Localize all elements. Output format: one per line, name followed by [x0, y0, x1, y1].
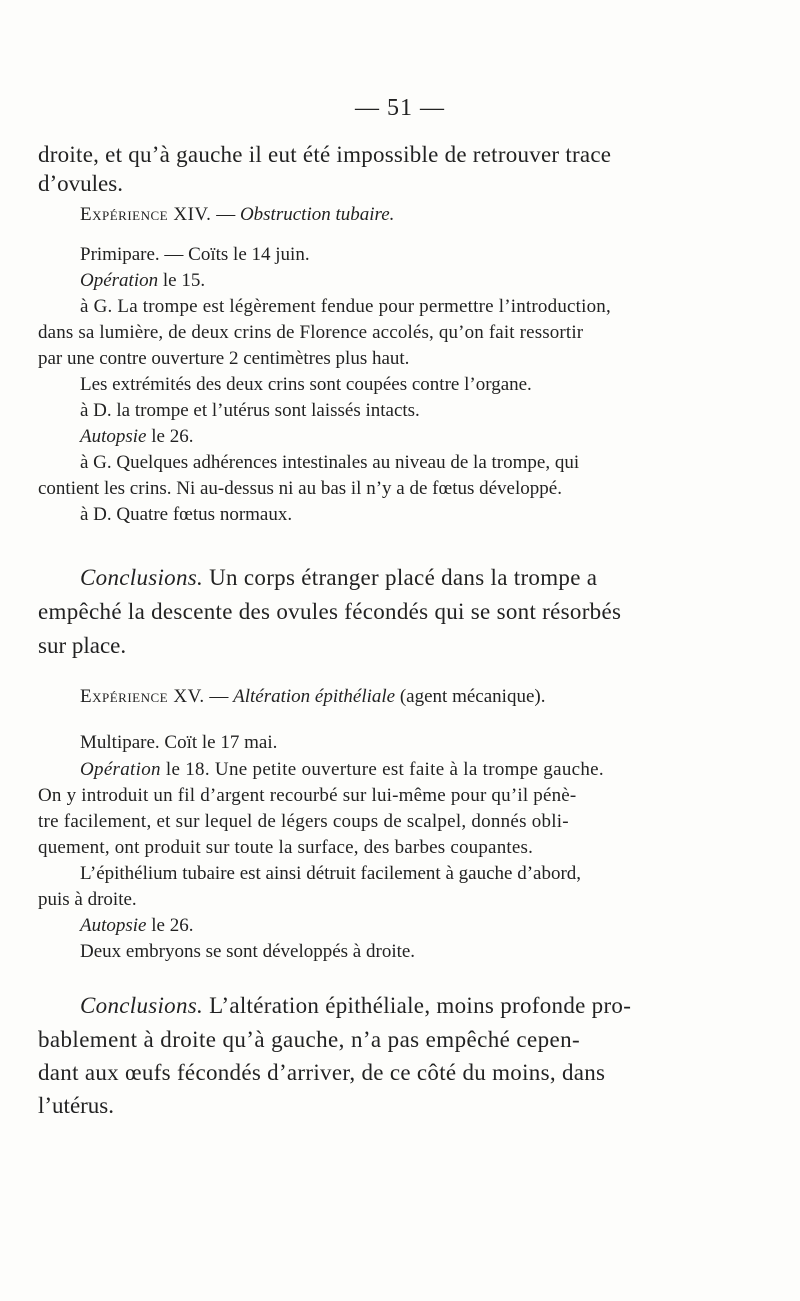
experience-15-title: Altération épithéliale — [233, 686, 396, 707]
intro-line-2: d’ovules. — [38, 171, 123, 196]
conclusions-15-label: Conclusions. — [80, 993, 204, 1018]
conclusions-14-line-3: sur place. — [38, 633, 127, 658]
page-number: — 51 — — [355, 95, 445, 121]
experience-15-line-9: Deux embryons se sont développés à droite. — [80, 941, 416, 962]
experience-14-line-10: contient les crins. Ni au-dessus ni au bas il n’y a de fœtus développé. — [38, 478, 562, 499]
experience-15-line-7: puis à droite. — [38, 889, 137, 910]
experience-14-line-11: à D. Quatre fœtus normaux. — [80, 504, 293, 525]
experience-14-line-8 — [80, 427, 193, 446]
experience-15-line-5: quement, ont produit sur toute la surface, des barbes coupantes. — [38, 837, 534, 858]
experience-15-line-6: L’épithélium tubaire est ainsi détruit facilement à gauche d’abord, — [80, 863, 582, 884]
experience-14-line-4: dans sa lumière, de deux crins de Florence accolés, qu’on fait ressortir — [38, 322, 584, 343]
experience-15-line-3: On y introduit un fil d’argent recourbé sur lui-même pour qu’il pénè- — [38, 785, 577, 806]
experience-14-dash: — — [216, 204, 236, 225]
experience-14-line-5: par une contre ouverture 2 centimètres plus haut. — [38, 348, 410, 369]
experience-14-line-9: à G. Quelques adhérences intestinales au niveau de la trompe, qui — [80, 452, 580, 473]
operation-date: le 15. — [158, 270, 206, 291]
experience-15-subtitle: (agent mécanique). — [399, 686, 546, 707]
conclusions-15-line-2: bablement à droite qu’à gauche, n’a pas empêché cepen- — [38, 1027, 581, 1052]
operation-text: le 18. Une petite ouverture est faite à la trompe gauche. — [160, 759, 604, 780]
experience-14-line-6: Les extrémités des deux crins sont coupées contre l’organe. — [80, 374, 532, 395]
experience-14-line-7: à D. la trompe et l’utérus sont laissés intacts. — [80, 400, 420, 421]
conclusions-14-label: Conclusions. — [80, 565, 204, 590]
conclusions-14-line-1: Conclusions. Un corps étranger placé dans la trompe a — [80, 565, 598, 590]
experience-14-line-1: Primipare. — Coïts le 14 juin. — [80, 244, 310, 265]
experience-15-dash: — — [209, 686, 229, 707]
autopsie-label: Autopsie — [80, 915, 147, 936]
experience-15-line-2 — [80, 760, 766, 779]
conclusions-14-line-2: empêché la descente des ovules fécondés qui se sont résorbés — [38, 599, 622, 624]
autopsie-date: le 26. — [146, 915, 194, 936]
experience-15-line-1: Multipare. Coït le 17 mai. — [80, 732, 278, 753]
experience-14-line-2 — [80, 271, 205, 290]
conclusions-15-line-4: l’utérus. — [38, 1093, 115, 1118]
experience-14-line-3: à G. La trompe est légèrement fendue pour permettre l’introduction, — [80, 296, 611, 317]
experience-14-label: Expérience XIV. — [80, 204, 212, 225]
experience-15-line-4: tre facilement, et sur lequel de légers coups de scalpel, donnés obli- — [38, 811, 569, 832]
experience-14-heading — [80, 205, 394, 224]
intro-line-1: droite, et qu’à gauche il eut été impossible de retrouver trace — [38, 142, 612, 167]
conclusions-15-line-1: Conclusions. L’altération épithéliale, moins profonde pro- — [80, 993, 632, 1018]
operation-label: Opération — [80, 759, 161, 780]
autopsie-date: le 26. — [146, 426, 194, 447]
operation-label: Opération — [80, 270, 159, 291]
experience-14-title: Obstruction tubaire. — [239, 204, 395, 225]
experience-15-label: Expérience XV. — [80, 686, 205, 707]
conclusions-15-line-3: dant aux œufs fécondés d’arriver, de ce côté du moins, dans — [38, 1060, 606, 1085]
autopsie-label: Autopsie — [80, 426, 147, 447]
experience-15-heading — [80, 687, 545, 706]
experience-15-line-8 — [80, 916, 193, 935]
